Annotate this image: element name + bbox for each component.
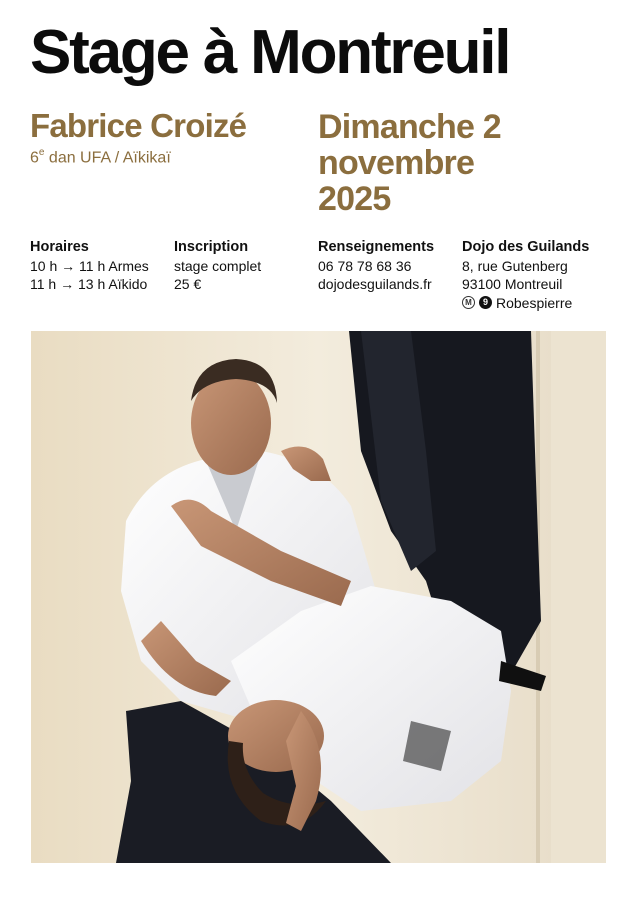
inscription-status: stage complet — [174, 257, 262, 274]
teacher-block — [30, 109, 246, 167]
renseignements-heading: Renseignements — [318, 239, 435, 255]
metro-info — [462, 294, 589, 313]
metro-line-badge: 9 — [479, 296, 492, 309]
dojo-block — [462, 238, 589, 312]
rank-suffix: e — [38, 147, 45, 158]
event-date — [318, 109, 501, 217]
date-line-1: Dimanche 2 — [318, 108, 501, 146]
renseignements-block — [318, 238, 434, 294]
dojo-heading: Dojo des Guilands — [462, 239, 590, 255]
inscription-price: 25 € — [174, 276, 202, 292]
date-line-3: 2025 — [318, 180, 391, 218]
phone-number[interactable]: 06 78 78 68 36 — [318, 257, 412, 274]
inscription-heading: Inscription — [174, 239, 249, 255]
aikido-throw-photo — [31, 331, 606, 863]
horaires-heading: Horaires — [30, 239, 89, 255]
page-title: Stage à Montreuil — [30, 18, 510, 87]
horaires-line-1: 10 h → 11 h Armes — [30, 257, 149, 274]
dojo-street: 8, rue Gutenberg — [462, 257, 568, 274]
metro-station: Robespierre — [496, 294, 573, 311]
website-link[interactable]: dojodesguilands.fr — [318, 276, 432, 292]
horaires-block — [30, 238, 149, 294]
teacher-name: Fabrice Croizé — [30, 107, 247, 144]
teacher-rank — [30, 148, 246, 167]
rank-number: 6 — [30, 149, 39, 167]
date-line-2: novembre — [318, 144, 475, 182]
photo-illustration — [31, 331, 606, 863]
metro-icon: M — [462, 296, 475, 309]
horaires-line-2: 11 h → 13 h Aïkido — [30, 276, 148, 292]
rank-rest: dan UFA / Aïkikaï — [44, 149, 171, 167]
inscription-block — [174, 238, 261, 294]
dojo-city: 93100 Montreuil — [462, 276, 563, 292]
